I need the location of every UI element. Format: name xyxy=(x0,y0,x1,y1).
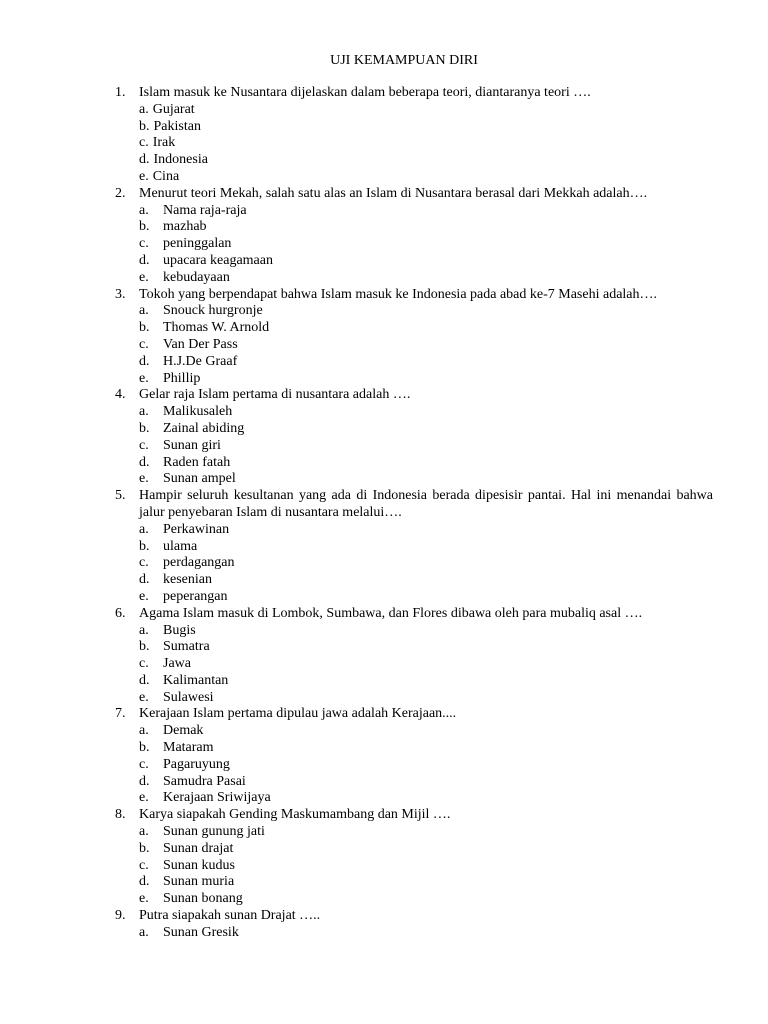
answer-option xyxy=(139,455,713,472)
option-letter: b. xyxy=(139,320,150,336)
option-text: Sunan Gresik xyxy=(163,924,239,940)
answer-option xyxy=(139,421,713,438)
option-text: Sulawesi xyxy=(163,689,214,705)
answer-option xyxy=(139,354,713,371)
question-text: Kerajaan Islam pertama dipulau jawa adalah Kerajaan.... xyxy=(139,706,457,722)
question-text: Karya siapakah Gending Maskumambang dan Mijil …. xyxy=(139,807,451,823)
option-text: Snouck hurgronje xyxy=(163,303,263,319)
option-text: upacara keagamaan xyxy=(163,252,273,268)
question-text: Gelar raja Islam pertama di nusantara adalah …. xyxy=(139,387,411,403)
option-letter: c. xyxy=(139,236,149,252)
answer-option xyxy=(139,723,713,740)
answer-option xyxy=(139,404,713,421)
option-list xyxy=(115,824,713,908)
answer-option xyxy=(139,219,713,236)
answer-option xyxy=(139,572,713,589)
answer-option xyxy=(139,790,713,807)
question-row xyxy=(115,488,713,522)
answer-option xyxy=(139,253,713,270)
option-text: Samudra Pasai xyxy=(163,773,246,789)
option-letter: c. xyxy=(139,555,149,571)
option-letter: a. xyxy=(139,824,149,840)
option-text: perdagangan xyxy=(163,555,235,571)
option-text: H.J.De Graaf xyxy=(163,353,238,369)
question-number: 4. xyxy=(115,387,126,403)
answer-option xyxy=(139,774,713,791)
answer-option xyxy=(139,236,713,253)
answer-option xyxy=(139,841,713,858)
question-row xyxy=(115,387,713,404)
question-item xyxy=(115,807,713,908)
option-text: Irak xyxy=(152,135,176,151)
question-text: Putra siapakah sunan Drajat ….. xyxy=(139,908,321,924)
option-letter: d. xyxy=(139,672,150,688)
answer-option xyxy=(139,589,713,606)
question-item xyxy=(115,488,713,606)
question-number: 7. xyxy=(115,706,126,722)
question-text: Agama Islam masuk di Lombok, Sumbawa, dan Flores dibawa oleh para mubaliq asal …. xyxy=(139,605,643,621)
question-row xyxy=(115,706,713,723)
answer-option xyxy=(139,119,713,136)
option-letter: a. xyxy=(139,202,149,218)
option-letter: d. xyxy=(139,353,150,369)
option-list xyxy=(115,303,713,387)
option-letter: e. xyxy=(139,790,149,806)
option-text: peninggalan xyxy=(163,236,232,252)
option-text: Jawa xyxy=(163,656,191,672)
option-letter: c. xyxy=(139,336,149,352)
option-list xyxy=(115,623,713,707)
option-text: Mataram xyxy=(163,740,214,756)
answer-option xyxy=(139,690,713,707)
option-text: Sunan giri xyxy=(163,437,221,453)
option-text: Sunan ampel xyxy=(163,471,236,487)
option-letter: b. xyxy=(139,740,150,756)
option-text: Demak xyxy=(163,723,204,739)
option-text: ulama xyxy=(163,538,198,554)
answer-option xyxy=(139,555,713,572)
answer-option xyxy=(139,471,713,488)
question-row xyxy=(115,186,713,203)
question-row xyxy=(115,606,713,623)
option-text: Kerajaan Sriwijaya xyxy=(163,790,271,806)
option-text: Phillip xyxy=(163,370,201,386)
answer-option xyxy=(139,656,713,673)
option-letter: d. xyxy=(139,572,150,588)
option-letter: d. xyxy=(139,874,150,890)
option-text: Sunan gunung jati xyxy=(163,824,265,840)
option-letter: e. xyxy=(139,370,149,386)
option-letter: a. xyxy=(139,101,149,117)
question-text: Menurut teori Mekah, salah satu alas an Islam di Nusantara berasal dari Mekkah adalah…. xyxy=(139,185,648,201)
option-list xyxy=(115,203,713,287)
question-row xyxy=(115,807,713,824)
option-text: Nama raja-raja xyxy=(163,202,247,218)
option-letter: a. xyxy=(139,521,149,537)
answer-option xyxy=(139,673,713,690)
option-letter: c. xyxy=(139,756,149,772)
answer-option xyxy=(139,874,713,891)
option-letter: e. xyxy=(139,891,149,907)
answer-option xyxy=(139,522,713,539)
option-list xyxy=(115,404,713,488)
option-letter: c. xyxy=(139,656,149,672)
question-item xyxy=(115,706,713,807)
answer-option xyxy=(139,337,713,354)
option-list xyxy=(115,102,713,186)
option-text: Bugis xyxy=(163,622,196,638)
option-text: Perkawinan xyxy=(163,521,230,537)
question-text: Hampir seluruh kesultanan yang ada di Indonesia berada dipesisir pantai. Hal ini menandai bahwa jalur penyebaran Islam di nusantara melalui…. xyxy=(139,488,713,520)
answer-option xyxy=(139,320,713,337)
option-letter: e. xyxy=(139,471,149,487)
answer-option xyxy=(139,135,713,152)
question-item xyxy=(115,606,713,707)
option-letter: c. xyxy=(139,135,149,151)
option-text: Sunan kudus xyxy=(163,857,235,873)
option-text: Malikusaleh xyxy=(163,404,233,420)
question-number: 6. xyxy=(115,605,126,621)
question-number: 2. xyxy=(115,185,126,201)
option-letter: a. xyxy=(139,622,149,638)
option-text: peperangan xyxy=(163,588,228,604)
option-letter: e. xyxy=(139,168,149,184)
option-letter: a. xyxy=(139,404,149,420)
option-text: Thomas W. Arnold xyxy=(163,320,270,336)
option-letter: c. xyxy=(139,437,149,453)
option-text: Kalimantan xyxy=(163,672,229,688)
option-text: Pakistan xyxy=(153,118,201,134)
answer-option xyxy=(139,102,713,119)
answer-option xyxy=(139,858,713,875)
question-row xyxy=(115,85,713,102)
option-letter: e. xyxy=(139,588,149,604)
answer-option xyxy=(139,152,713,169)
question-list xyxy=(115,85,713,942)
option-letter: b. xyxy=(139,840,150,856)
page-title: UJI KEMAMPUAN DIRI xyxy=(330,53,478,68)
option-list xyxy=(115,723,713,807)
answer-option xyxy=(139,270,713,287)
option-letter: e. xyxy=(139,269,149,285)
option-text: Indonesia xyxy=(153,152,208,168)
question-text: Tokoh yang berpendapat bahwa Islam masuk ke Indonesia pada abad ke-7 Masehi adalah…. xyxy=(139,286,658,302)
option-letter: c. xyxy=(139,857,149,873)
option-text: Zainal abiding xyxy=(163,420,245,436)
question-number: 5. xyxy=(115,488,126,504)
question-number: 3. xyxy=(115,286,126,302)
option-text: kesenian xyxy=(163,572,212,588)
option-letter: d. xyxy=(139,773,150,789)
question-item xyxy=(115,186,713,287)
option-letter: e. xyxy=(139,689,149,705)
option-letter: d. xyxy=(139,252,150,268)
question-number: 9. xyxy=(115,908,126,924)
option-letter: a. xyxy=(139,924,149,940)
option-text: Sunan drajat xyxy=(163,840,234,856)
option-list xyxy=(115,522,713,606)
answer-option xyxy=(139,303,713,320)
answer-option xyxy=(139,740,713,757)
option-text: Sumatra xyxy=(163,639,210,655)
option-letter: d. xyxy=(139,152,150,168)
question-number: 1. xyxy=(115,85,126,100)
question-item xyxy=(115,387,713,488)
question-item xyxy=(115,287,713,388)
option-letter: d. xyxy=(139,454,150,470)
option-text: Pagaruyung xyxy=(163,756,230,772)
option-text: Van Der Pass xyxy=(163,336,238,352)
option-text: Raden fatah xyxy=(163,454,231,470)
answer-option xyxy=(139,371,713,388)
answer-option xyxy=(139,639,713,656)
option-text: kebudayaan xyxy=(163,269,230,285)
answer-option xyxy=(139,824,713,841)
question-row xyxy=(115,908,713,925)
option-letter: b. xyxy=(139,219,150,235)
option-letter: b. xyxy=(139,639,150,655)
question-row xyxy=(115,287,713,304)
option-letter: b. xyxy=(139,538,150,554)
option-text: mazhab xyxy=(163,219,207,235)
question-item xyxy=(115,85,713,186)
question-text: Islam masuk ke Nusantara dijelaskan dalam beberapa teori, diantaranya teori …. xyxy=(139,85,591,100)
option-letter: a. xyxy=(139,303,149,319)
option-letter: a. xyxy=(139,723,149,739)
answer-option xyxy=(139,623,713,640)
answer-option xyxy=(139,891,713,908)
option-text: Sunan muria xyxy=(163,874,235,890)
answer-option xyxy=(139,925,713,942)
answer-option xyxy=(139,169,713,186)
option-text: Gujarat xyxy=(152,101,195,117)
option-list xyxy=(115,925,713,942)
option-letter: b. xyxy=(139,118,150,134)
option-letter: b. xyxy=(139,420,150,436)
option-text: Sunan bonang xyxy=(163,891,243,907)
question-number: 8. xyxy=(115,807,126,823)
answer-option xyxy=(139,203,713,220)
question-item xyxy=(115,908,713,942)
option-text: Cina xyxy=(152,168,180,184)
answer-option xyxy=(139,539,713,556)
answer-option xyxy=(139,438,713,455)
answer-option xyxy=(139,757,713,774)
